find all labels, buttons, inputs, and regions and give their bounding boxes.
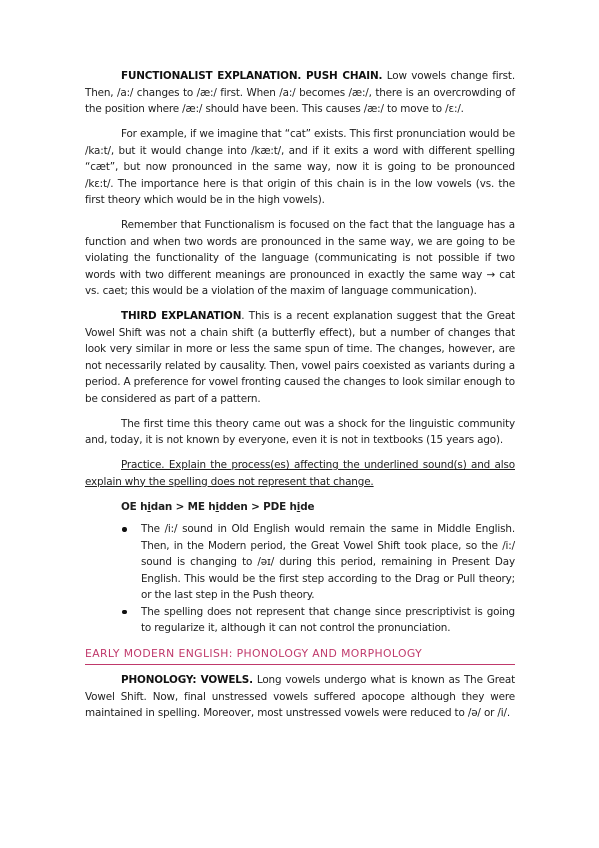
paragraph-cat-example: For example, if we imagine that “cat” exists. This first pronunciation would be /ka:t/, but it would change into /kæ:t/, and if it exits a word with different spelling “cæt”, but now pronounced in the same way, now it is going to be pronounced /kɛ:t/. The importance here is that origin of this chain is in the low vowels (vs. the first theory which would be in the high vowels). xyxy=(85,128,515,206)
phonology-vowels-heading: PHONOLOGY: VOWELS. xyxy=(121,674,253,686)
underlined-vowel: i xyxy=(296,500,301,513)
paragraph-theory-shock: The first time this theory came out was a shock for the linguistic community and, today, it is not known by everyone, even it is not in textbooks (15 years ago). xyxy=(85,417,515,446)
paragraph-push-chain xyxy=(85,68,515,118)
list-item: The spelling does not represent that change since prescriptivist is going to regularize it, although it can not control the pronunciation. xyxy=(141,604,515,637)
underlined-vowel: i xyxy=(215,500,219,513)
phonology-vowels-text: Long vowels undergo what is known as The Great Vowel Shift. Now, final unstressed vowels suffered apocope although they were maintained in spelling. Moreover, most unstressed vowels were reduced to /ə/ or /i/. xyxy=(85,674,515,719)
oe-me-pde-line: OE hidan > ME hidden > PDE hide xyxy=(121,500,315,513)
list-item: The /i:/ sound in Old English would remain the same in Middle English. Then, in the Modern period, the Great Vowel Shift took place, so the /i:/ sound is changing to /əɪ/ during this period, remaining in Present Day English. This would be the first step according to the Drag or Pull theory; or the last step in the Push theory. xyxy=(141,521,515,604)
answer-bullet-list xyxy=(85,521,515,637)
push-chain-heading: FUNCTIONALIST EXPLANATION. PUSH CHAIN. xyxy=(121,70,383,82)
third-explanation-text: . This is a recent explanation suggest that the Great Vowel Shift was not a chain shift (a butterfly effect), but a number of changes that look very similar in more or less the same spun of time. The changes, however, are not necessarily related by causality. Then, vowel pairs coexisted as variants during a period. A preference for vowel fronting caused the changes to look similar enough to be considered as part of a pattern. xyxy=(85,310,515,405)
bullet-icon xyxy=(122,527,127,532)
paragraph-third-explanation xyxy=(85,308,515,407)
section-heading: EARLY MODERN ENGLISH: PHONOLOGY AND MORPHOLOGY xyxy=(85,646,515,666)
paragraph-phonology-vowels xyxy=(85,672,515,722)
third-explanation-heading: THIRD EXPLANATION xyxy=(121,310,242,322)
underlined-vowel: i xyxy=(147,500,151,513)
bullet-icon xyxy=(122,610,127,615)
push-chain-text: Low vowels change first. Then, /a:/ changes to /æ:/ first. When /a:/ becomes /æ:/, there is an overcrowding of the position where /æ:/ should have been. This causes /æ:/ to move to /ɛ:/. xyxy=(85,70,515,115)
paragraph-functionalism: Remember that Functionalism is focused on the fact that the language has a function and when two words are pronounced in the same way, we are going to be violating the functionality of the language (communicating is not possible if two words with two different meanings are pronounced in exactly the same way → cat vs. caet; this would be a violation of the maxim of language communication). xyxy=(85,219,515,297)
practice-instructions: Practice. Explain the process(es) affecting the underlined sound(s) and also explain why the spelling does not represent that change. xyxy=(85,459,515,488)
